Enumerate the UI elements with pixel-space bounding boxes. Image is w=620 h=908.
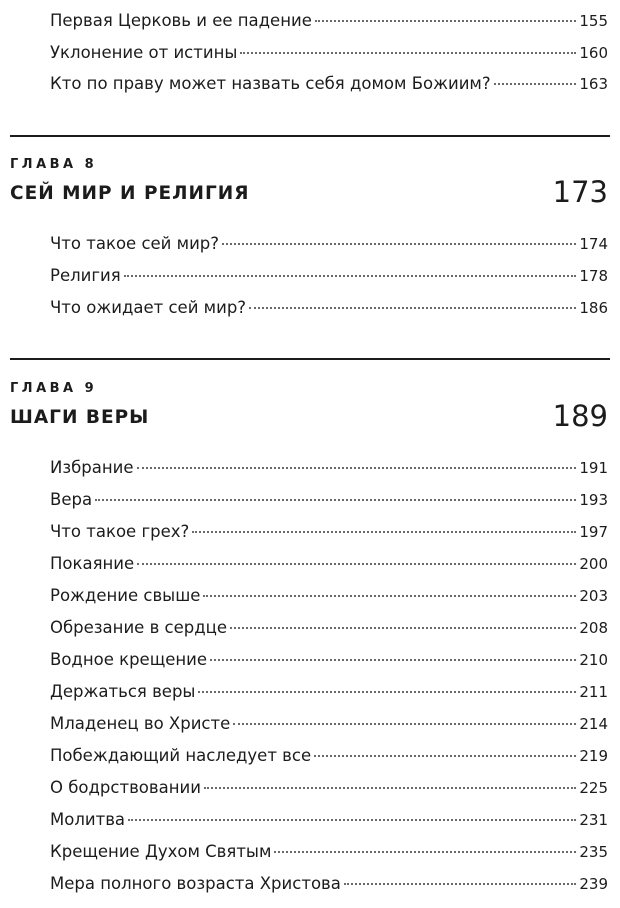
toc-entry[interactable] [50,71,608,97]
chapter-page-number: 173 [552,175,608,209]
toc-entry-title: Молитва [50,810,126,829]
dot-leader [233,723,576,725]
toc-entry-page: 160 [579,44,608,62]
toc-entry-page: 235 [579,843,608,861]
dot-leader [222,243,576,245]
toc-entry-page: 197 [579,523,608,541]
toc-entry-title: Избрание [50,458,134,477]
toc-entry-title: Религия [50,266,121,285]
dot-leader [198,691,576,693]
dot-leader [137,563,576,565]
toc-entry-page: 225 [579,779,608,797]
toc-entry-title: Держаться веры [50,682,196,701]
toc-entry-page: 214 [579,715,608,733]
toc-entry[interactable] [50,519,608,545]
toc-entry-title: Кто по праву может назвать себя домом Божиим? [50,74,491,93]
toc-entry[interactable] [50,871,608,897]
chapter-page-number: 189 [552,399,608,433]
toc-entry[interactable] [50,711,608,737]
toc-entry-page: 211 [579,683,608,701]
chapter-label: ГЛАВА 9 [10,381,98,396]
toc-entry-page: 163 [579,75,608,93]
toc-entry-title: Что такое сей мир? [50,234,220,253]
toc-entry-title: Крещение Духом Святым [50,842,272,861]
toc-entry-page: 231 [579,811,608,829]
chapter-title[interactable]: СЕЙ МИР И РЕЛИГИЯ [10,183,250,204]
toc-entry[interactable] [50,455,608,481]
chapter-divider [10,358,610,360]
toc-entry[interactable] [50,40,608,66]
dot-leader [192,531,576,533]
toc-entry-page: 200 [579,555,608,573]
toc-entry[interactable] [50,807,608,833]
dot-leader [210,659,576,661]
toc-entry-title: Вера [50,490,93,509]
dot-leader [230,627,576,629]
toc-entry-page: 155 [579,12,608,30]
dot-leader [203,595,576,597]
chapter-label: ГЛАВА 8 [10,157,98,172]
toc-entry-page: 174 [579,235,608,253]
toc-entry-page: 203 [579,587,608,605]
dot-leader [124,275,577,277]
dot-leader [240,52,576,54]
toc-entry-title: Что ожидает сей мир? [50,298,247,317]
dot-leader [128,819,576,821]
toc-entry-page: 210 [579,651,608,669]
toc-entry[interactable] [50,8,608,34]
toc-entry-title: О бодрствовании [50,778,201,797]
toc-entry-title: Водное крещение [50,650,208,669]
dot-leader [137,467,577,469]
toc-entry[interactable] [50,679,608,705]
toc-entry-page: 239 [579,875,608,893]
toc-entry-page: 186 [579,299,608,317]
toc-entry[interactable] [50,615,608,641]
toc-entry-title: Покаяние [50,554,135,573]
toc-entry[interactable] [50,263,608,289]
toc-entry-title: Мера полного возраста Христова [50,874,341,893]
toc-entry-title: Рождение свыше [50,586,201,605]
toc-entry-page: 219 [579,747,608,765]
dot-leader [274,851,576,853]
dot-leader [204,787,576,789]
toc-entry-page: 178 [579,267,608,285]
toc-entry[interactable] [50,583,608,609]
toc-entry[interactable] [50,839,608,865]
dot-leader [314,755,576,757]
toc-entry[interactable] [50,775,608,801]
toc-entry[interactable] [50,743,608,769]
toc-entry[interactable] [50,231,608,257]
toc-entry[interactable] [50,295,608,321]
toc-entry-page: 191 [579,459,608,477]
chapter-divider [10,135,610,137]
toc-entry-page: 193 [579,491,608,509]
toc-entry[interactable] [50,647,608,673]
toc-entry-title: Первая Церковь и ее падение [50,11,312,30]
dot-leader [344,883,576,885]
toc-entry-title: Младенец во Христе [50,714,231,733]
toc-entry-page: 208 [579,619,608,637]
toc-entry-title: Что такое грех? [50,522,190,541]
toc-entry[interactable] [50,551,608,577]
dot-leader [315,20,576,22]
toc-entry-title: Побеждающий наследует все [50,746,312,765]
dot-leader [95,499,576,501]
dot-leader [494,83,577,85]
chapter-title[interactable]: ШАГИ ВЕРЫ [10,407,150,428]
toc-entry-title: Обрезание в сердце [50,618,228,637]
toc-entry-title: Уклонение от истины [50,43,238,62]
dot-leader [249,307,576,309]
toc-entry[interactable] [50,487,608,513]
